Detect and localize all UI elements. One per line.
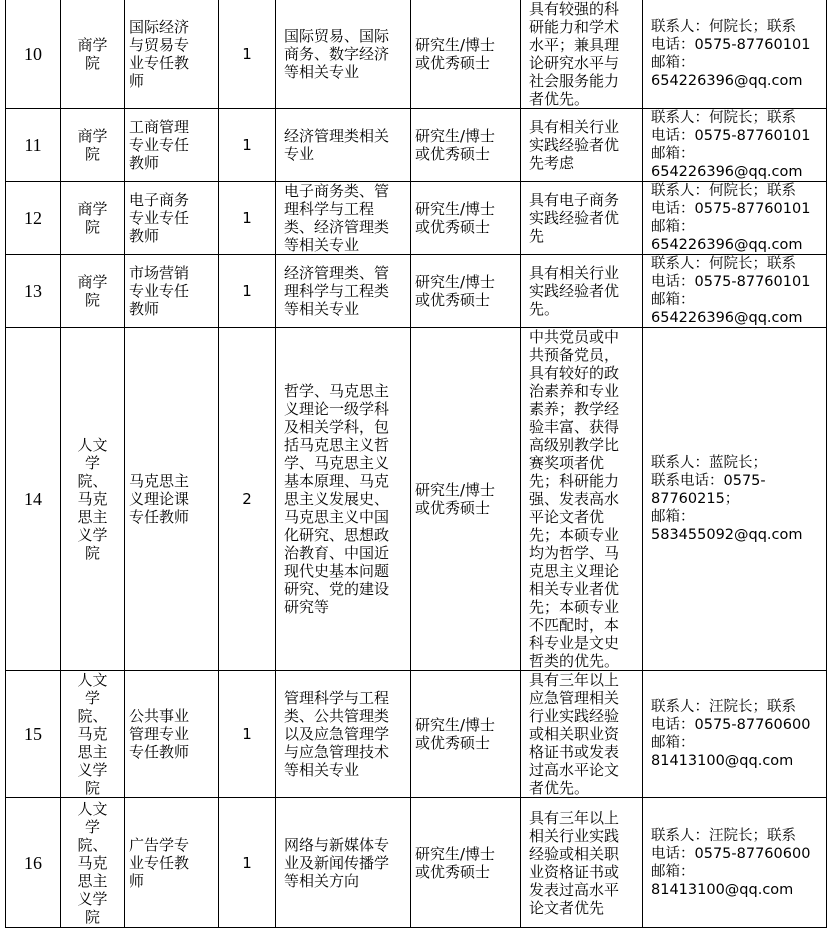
- requirements-cell: 具有三年以上 应急管理相关 行业实践经验 或相关职业资 格证书或发表 过高水平论文 者优先。: [521, 671, 643, 798]
- college-cell: 商学 院: [61, 0, 125, 109]
- table-row: [6, 182, 827, 255]
- college-cell: 商学 院: [61, 109, 125, 182]
- degree-cell: 研究生/博士 或优秀硕士: [411, 109, 521, 182]
- requirements-cell: 具有较强的科 研能力和学术 水平；兼具理 论研究水平与 社会服务能力 者优先。: [521, 0, 643, 109]
- degree-cell: 研究生/博士 或优秀硕士: [411, 671, 521, 798]
- college-cell: 商学 院: [61, 182, 125, 255]
- requirements-cell: 具有相关行业 实践经验者优 先考虑: [521, 109, 643, 182]
- row-number: 12: [6, 182, 61, 255]
- row-number: 11: [6, 109, 61, 182]
- degree-cell: 研究生/博士 或优秀硕士: [411, 182, 521, 255]
- contact-cell: 联系人：汪院长；联系 电话：0575-87760600 邮箱： 81413100@qq.com: [643, 798, 827, 928]
- college-cell: 商学 院: [61, 255, 125, 328]
- position-cell: 马克思主 义理论课 专任教师: [125, 328, 219, 671]
- table-row: [6, 109, 827, 182]
- requirements-cell: 具有电子商务 实践经验者优 先: [521, 182, 643, 255]
- requirements-cell: 具有相关行业 实践经验者优 先。: [521, 255, 643, 328]
- count-cell: 1: [219, 109, 276, 182]
- major-cell: 哲学、马克思主 义理论一级学科 及相关学科，包 括马克思主义哲 学、马克思主义 基本原理、马克 思主义发展史、 马克思主义中国 化研究、思想政 治教育、中国近 现代史基本问题 研究、党的建设 研究等: [276, 328, 411, 671]
- contact-cell: 联系人：何院长；联系 电话：0575-87760101 邮箱： 654226396@qq.com: [643, 255, 827, 328]
- count-cell: 1: [219, 798, 276, 928]
- degree-cell: 研究生/博士 或优秀硕士: [411, 255, 521, 328]
- major-cell: 经济管理类相关 专业: [276, 109, 411, 182]
- position-cell: 工商管理 专业专任 教师: [125, 109, 219, 182]
- row-number: 10: [6, 0, 61, 109]
- position-cell: 国际经济 与贸易专 业专任教 师: [125, 0, 219, 109]
- position-cell: 广告学专 业专任教 师: [125, 798, 219, 928]
- college-cell: 人文 学 院、 马克 思主 义学 院: [61, 328, 125, 671]
- position-cell: 电子商务 专业专任 教师: [125, 182, 219, 255]
- count-cell: 1: [219, 182, 276, 255]
- contact-cell: 联系人：蓝院长； 联系电话：0575- 87760215； 邮箱： 583455092@qq.com: [643, 328, 827, 671]
- contact-cell: 联系人：汪院长；联系 电话：0575-87760600 邮箱： 81413100@qq.com: [643, 671, 827, 798]
- row-number: 16: [6, 798, 61, 928]
- count-cell: 1: [219, 0, 276, 109]
- major-cell: 经济管理类、管 理科学与工程类 等相关专业: [276, 255, 411, 328]
- table-row: [6, 328, 827, 671]
- contact-cell: 联系人：何院长；联系 电话：0575-87760101 邮箱： 654226396@qq.com: [643, 0, 827, 109]
- major-cell: 国际贸易、国际 商务、数字经济 等相关专业: [276, 0, 411, 109]
- row-number: 14: [6, 328, 61, 671]
- major-cell: 电子商务类、管 理科学与工程 类、经济管理类 等相关专业: [276, 182, 411, 255]
- college-cell: 人文 学 院、 马克 思主 义学 院: [61, 671, 125, 798]
- row-number: 15: [6, 671, 61, 798]
- contact-cell: 联系人：何院长；联系 电话：0575-87760101 邮箱： 654226396@qq.com: [643, 182, 827, 255]
- requirements-cell: 中共党员或中 共预备党员， 具有较好的政 治素养和专业 素养；教学经 验丰富、获得 高级别教学比 赛奖项者优 先；科研能力 强、发表高水 平论文者优 先；本硕专业 均为哲学、马 克思主义理论 相关专业者优 先；本硕专业 不匹配时，本 科专业是文史 哲类的优先。: [521, 328, 643, 671]
- table-row: [6, 0, 827, 109]
- position-cell: 公共事业 管理专业 专任教师: [125, 671, 219, 798]
- count-cell: 1: [219, 255, 276, 328]
- major-cell: 网络与新媒体专 业及新闻传播学 等相关方向: [276, 798, 411, 928]
- recruitment-table: [5, 0, 827, 928]
- table-row: [6, 671, 827, 798]
- count-cell: 2: [219, 328, 276, 671]
- table-row: [6, 255, 827, 328]
- degree-cell: 研究生/博士 或优秀硕士: [411, 798, 521, 928]
- requirements-cell: 具有三年以上 相关行业实践 经验或相关职 业资格证书或 发表过高水平 论文者优先: [521, 798, 643, 928]
- count-cell: 1: [219, 671, 276, 798]
- contact-cell: 联系人：何院长；联系 电话：0575-87760101 邮箱： 654226396@qq.com: [643, 109, 827, 182]
- degree-cell: 研究生/博士 或优秀硕士: [411, 328, 521, 671]
- degree-cell: 研究生/博士 或优秀硕士: [411, 0, 521, 109]
- row-number: 13: [6, 255, 61, 328]
- table-row: [6, 798, 827, 928]
- major-cell: 管理科学与工程 类、公共管理类 以及应急管理学 与应急管理技术 等相关专业: [276, 671, 411, 798]
- position-cell: 市场营销 专业专任 教师: [125, 255, 219, 328]
- college-cell: 人文 学 院、 马克 思主 义学 院: [61, 798, 125, 928]
